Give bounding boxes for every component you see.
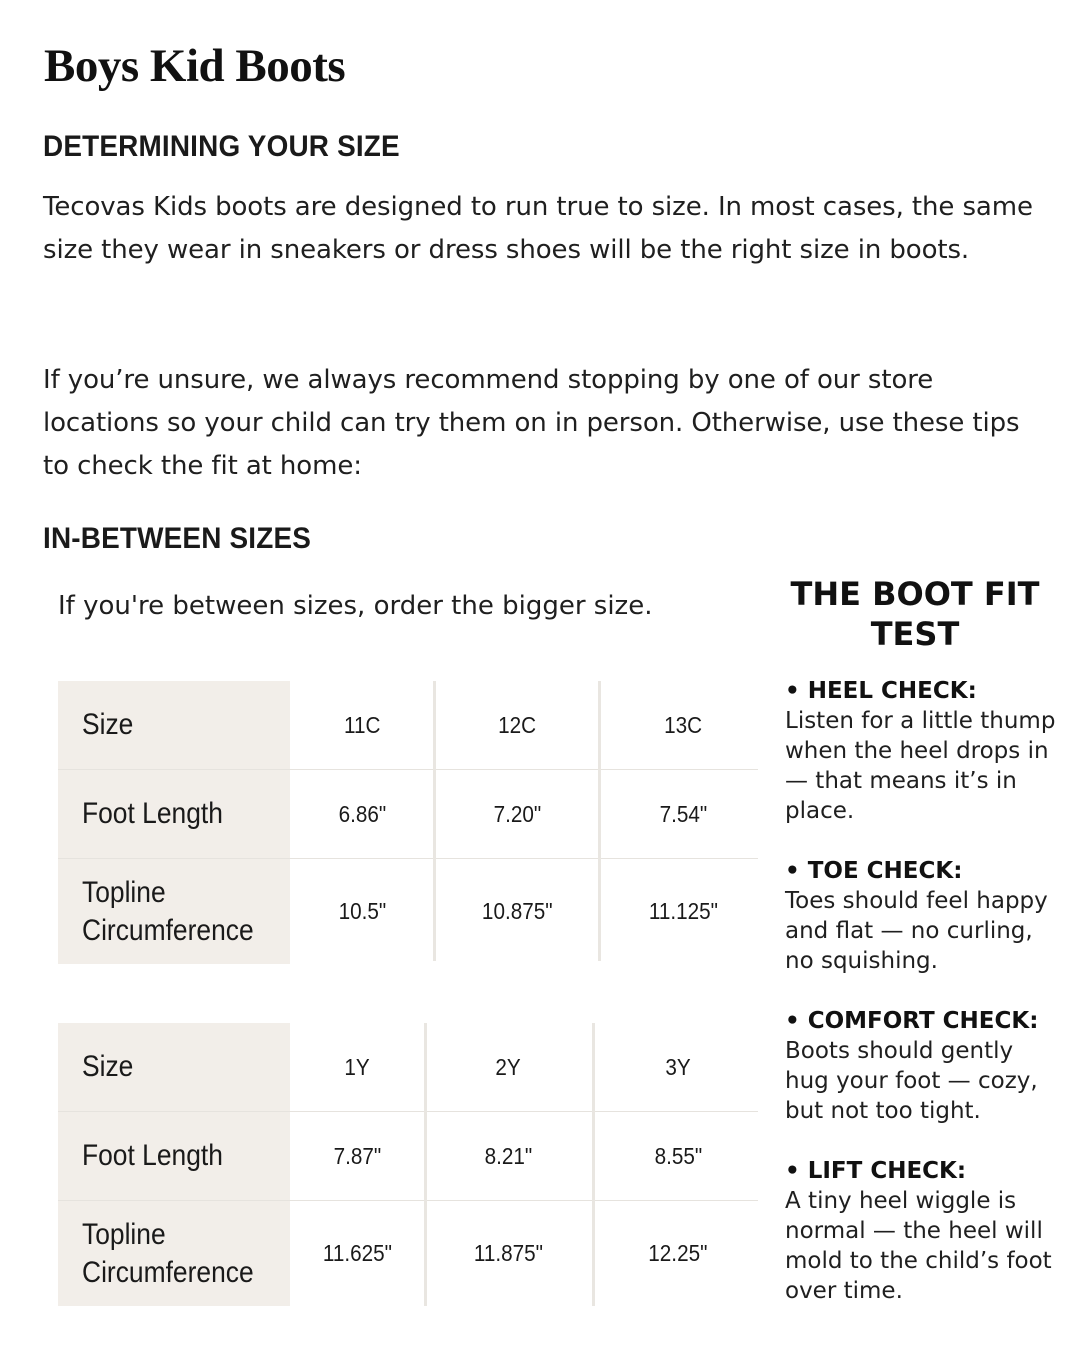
table-cell: 11.625" [322, 1240, 392, 1266]
check-title: • LIFT CHECK: [785, 1158, 967, 1184]
determining-paragraph-1: Tecovas Kids boots are designed to run true to size. In most cases, the same size they wear in sneakers or dress shoes will be the right size in boots. [43, 192, 1033, 265]
table-cell: 12.25" [648, 1240, 708, 1266]
row-label: Foot Length [58, 770, 290, 858]
table-cell: 12C [498, 711, 536, 738]
check-title: • TOE CHECK: [785, 858, 963, 884]
table-cell: 6.86" [338, 800, 386, 827]
toe-check [785, 856, 1060, 976]
check-body: Toes should feel happy and flat — no curling, no squishing. [785, 888, 1048, 974]
lift-check [785, 1156, 1060, 1306]
in-between-tip: If you're between sizes, order the bigger size. [58, 591, 653, 621]
determining-paragraph-2: If you’re unsure, we always recommend stopping by one of our store locations so your child can try them on in person. Otherwise, use these tips to check the fit at home: [43, 365, 1020, 481]
table-cell: 7.54" [659, 800, 707, 827]
row-label: Size [58, 681, 290, 769]
check-body: A tiny heel wiggle is normal — the heel will mold to the child’s foot over time. [785, 1188, 1052, 1304]
table-row [58, 859, 758, 964]
table-cell: 8.21" [484, 1142, 532, 1169]
boot-fit-test-title: THE BOOT FIT TEST [790, 575, 1040, 653]
size-chart-table-child [58, 681, 758, 964]
table-row [58, 1112, 758, 1201]
table-cell: 1Y [344, 1053, 370, 1080]
row-label: Topline Circumference [58, 859, 290, 964]
table-cell: 7.87" [333, 1142, 381, 1169]
table-cell: 10.875" [481, 898, 553, 924]
check-body: Boots should gently hug your foot — cozy, but not too tight. [785, 1038, 1038, 1124]
column-divider [424, 1023, 427, 1306]
check-title: • HEEL CHECK: [785, 678, 977, 704]
row-label: Size [58, 1023, 290, 1111]
page-title: Boys Kid Boots [44, 40, 346, 92]
comfort-check [785, 1006, 1060, 1126]
table-cell: 11.125" [648, 898, 718, 924]
check-title: • COMFORT CHECK: [785, 1008, 1039, 1034]
in-between-sizes-heading: IN-BETWEEN SIZES [43, 522, 312, 555]
row-label: Topline Circumference [58, 1201, 290, 1306]
table-row [58, 681, 758, 770]
column-divider [598, 681, 601, 961]
table-cell: 11.875" [473, 1240, 543, 1266]
table-cell: 7.20" [493, 800, 541, 827]
column-divider [433, 681, 436, 961]
table-row [58, 1201, 758, 1306]
size-chart-table-youth [58, 1023, 758, 1306]
check-body: Listen for a little thump when the heel drops in — that means it’s in place. [785, 708, 1056, 824]
heel-check [785, 676, 1060, 826]
determining-size-heading: DETERMINING YOUR SIZE [43, 130, 400, 163]
table-row [58, 770, 758, 859]
table-cell: 11C [343, 711, 381, 738]
table-cell: 13C [664, 711, 702, 738]
table-cell: 3Y [665, 1053, 691, 1080]
table-row [58, 1023, 758, 1112]
table-cell: 8.55" [654, 1142, 702, 1169]
column-divider [592, 1023, 595, 1306]
table-cell: 10.5" [338, 898, 386, 924]
row-label: Foot Length [58, 1112, 290, 1200]
table-cell: 2Y [495, 1053, 521, 1080]
